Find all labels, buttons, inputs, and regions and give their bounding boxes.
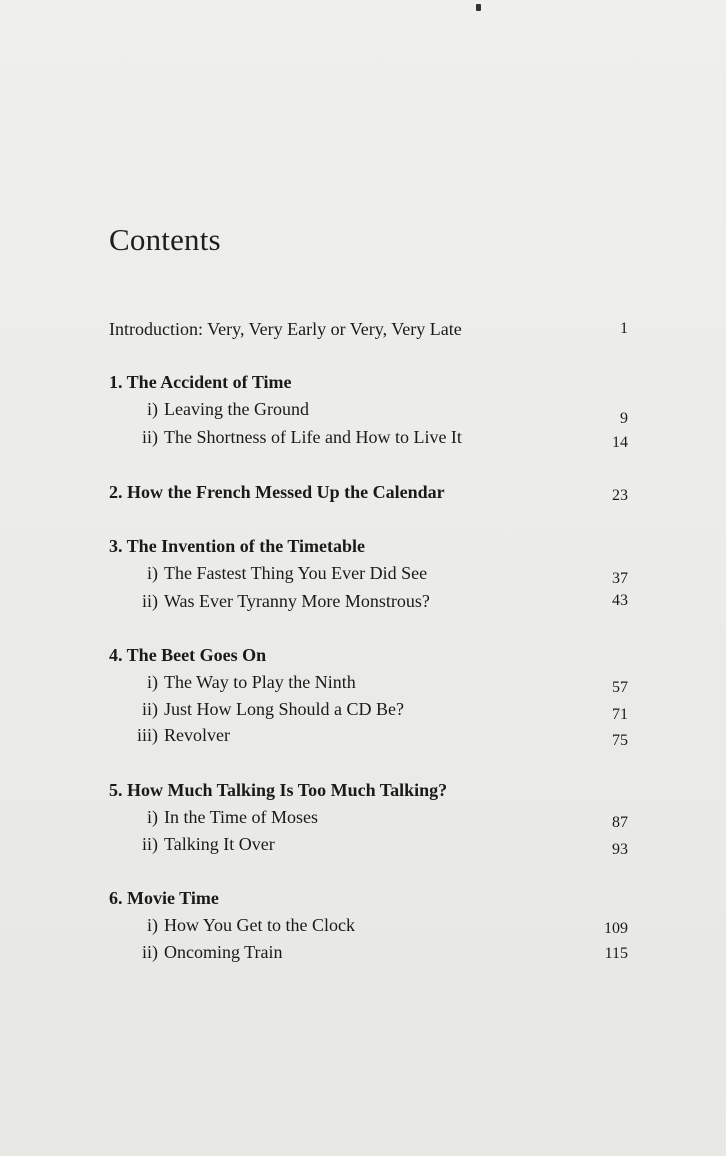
toc-section	[109, 396, 628, 427]
toc-section-numeral: i)	[147, 915, 158, 935]
toc-page-number: 23	[612, 487, 628, 504]
toc-section-title: In the Time of Moses	[164, 807, 319, 827]
toc-page-number: 115	[604, 945, 628, 962]
toc-chapter-1	[109, 369, 628, 395]
toc-section-numeral: i)	[147, 807, 158, 827]
toc-section-label	[136, 804, 318, 830]
toc-entry-introduction	[109, 316, 628, 342]
toc-section	[109, 939, 628, 965]
toc-section	[109, 424, 628, 450]
toc-section-title: The Shortness of Life and How to Live It	[164, 427, 462, 447]
toc-section	[109, 588, 628, 614]
toc-chapter-title: 2. How the French Messed Up the Calendar	[109, 482, 445, 502]
toc-section-title: Was Ever Tyranny More Monstrous?	[164, 591, 430, 611]
toc-section-label	[136, 831, 275, 857]
toc-chapter-title: 4. The Beet Goes On	[109, 645, 267, 665]
toc-section	[109, 722, 628, 748]
toc-section-label	[136, 912, 355, 938]
page-title: Contents	[109, 222, 221, 257]
toc-chapter-title: 1. The Accident of Time	[109, 372, 292, 392]
toc-page-number: 75	[612, 732, 628, 749]
toc-page-number: 43	[612, 592, 628, 609]
toc-section-title: Talking It Over	[164, 834, 275, 854]
toc-page-number: 87	[612, 814, 628, 831]
toc-section-title: The Fastest Thing You Ever Did See	[164, 563, 428, 583]
toc-section-title: Just How Long Should a CD Be?	[164, 699, 404, 719]
toc-page-number: 109	[604, 920, 628, 937]
toc-section-numeral: ii)	[142, 591, 158, 611]
toc-section-label	[136, 560, 427, 586]
toc-entry-label: Introduction: Very, Very Early or Very, Very Late	[109, 319, 462, 339]
toc-section-label	[136, 722, 230, 748]
toc-section-numeral: i)	[147, 563, 158, 583]
toc-page-number: 93	[612, 841, 628, 858]
toc-chapter-4	[109, 642, 628, 668]
toc-section-numeral: ii)	[142, 834, 158, 854]
toc-page-number: 9	[620, 410, 628, 427]
toc-section-label	[136, 588, 430, 614]
toc-section	[109, 669, 628, 695]
toc-section	[109, 912, 628, 938]
toc-section-label	[136, 669, 356, 695]
toc-section-label	[136, 424, 462, 450]
toc-page-number: 57	[612, 679, 628, 696]
toc-section-numeral: ii)	[142, 699, 158, 719]
toc-section-title: Leaving the Ground	[164, 399, 309, 419]
toc-section	[109, 831, 628, 857]
toc-chapter-title: 6. Movie Time	[109, 888, 219, 908]
ink-speck	[476, 4, 481, 11]
toc-chapter-title: 3. The Invention of the Timetable	[109, 536, 366, 556]
toc-section-title: Revolver	[164, 725, 230, 745]
toc-page-number: 14	[612, 434, 628, 451]
toc-page-number: 37	[612, 570, 628, 587]
toc-chapter-2	[109, 479, 628, 505]
toc-section-title: The Way to Play the Ninth	[164, 672, 356, 692]
toc-section	[109, 696, 628, 722]
toc-section-title: How You Get to the Clock	[164, 915, 356, 935]
toc-section	[109, 560, 628, 586]
toc-section-numeral: i)	[147, 399, 158, 419]
toc-section-numeral: iii)	[137, 725, 158, 745]
toc-section-numeral: ii)	[142, 942, 158, 962]
toc-section-label	[136, 396, 309, 422]
toc-chapter-title: 5. How Much Talking Is Too Much Talking?	[109, 780, 448, 800]
toc-chapter-3	[109, 533, 628, 559]
toc-page-number: 71	[612, 706, 628, 723]
toc-chapter-6	[109, 885, 628, 911]
toc-section-label	[136, 939, 283, 965]
toc-chapter-5	[109, 777, 628, 803]
toc-section-title: Oncoming Train	[164, 942, 283, 962]
toc-section-numeral: i)	[147, 672, 158, 692]
toc-page-number: 1	[620, 320, 628, 337]
toc-section	[109, 804, 628, 830]
toc-section-numeral: ii)	[142, 427, 158, 447]
toc-section-label	[136, 696, 404, 722]
